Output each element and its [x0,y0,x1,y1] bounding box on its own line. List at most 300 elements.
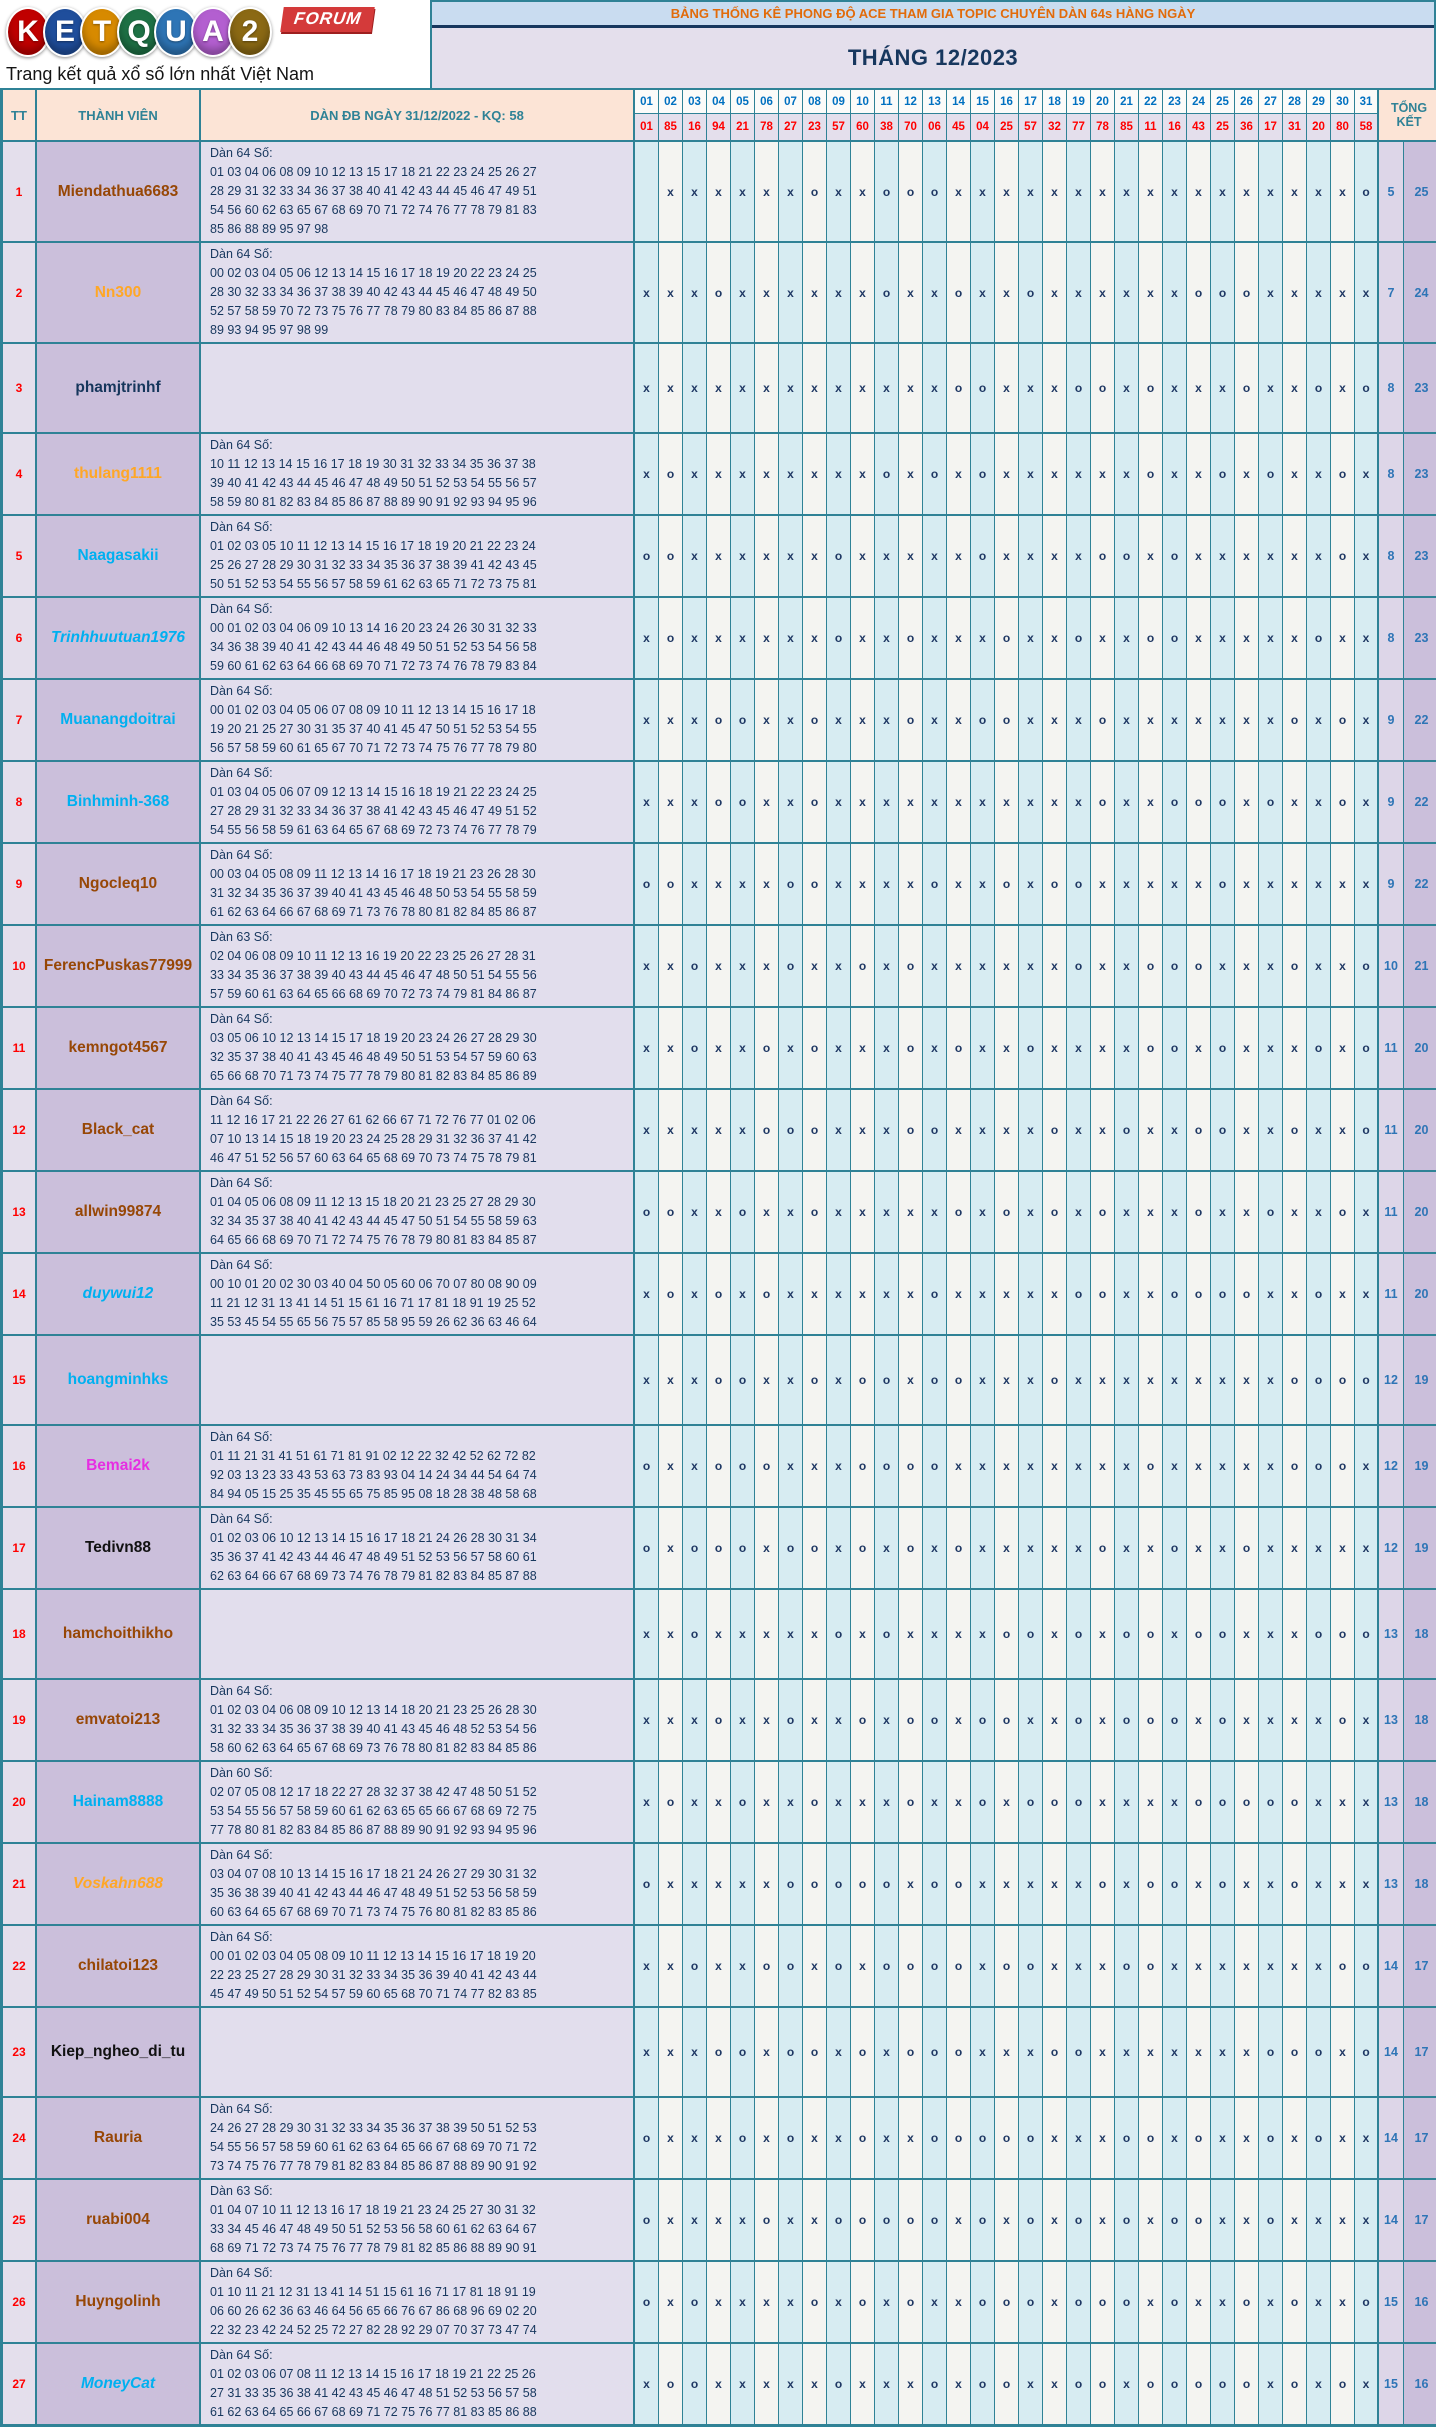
day-mark-cell: o [947,1844,971,1924]
day-mark-cell: x [659,344,683,432]
day-mark-cell: o [755,1426,779,1506]
day-mark-cell: o [635,1426,659,1506]
member-name[interactable]: ruabi004 [37,2180,201,2260]
day-mark-cell: x [1283,1008,1307,1088]
day-mark-cell: o [803,1008,827,1088]
member-name[interactable]: Miendathua6683 [37,142,201,241]
day-mark-cell: x [1355,243,1379,342]
dan-numbers-line: 01 02 03 06 10 12 13 14 15 16 17 18 21 24 26 28 30 31 34 [210,1531,537,1545]
day-mark-cell: o [803,1844,827,1924]
day-mark-cell: o [1331,1172,1355,1252]
member-name[interactable]: kemngot4567 [37,1008,201,1088]
day-mark-cell: o [899,680,923,760]
day-mark-cell: o [875,1336,899,1424]
day-mark-cell: x [1235,680,1259,760]
day-mark-cell: o [1163,2344,1187,2424]
day-mark-cell: x [779,516,803,596]
member-row [3,2006,1433,2096]
day-mark-cell: o [971,2262,995,2342]
total-miss-count: 15 [1379,2344,1404,2424]
day-mark-cell: o [947,1508,971,1588]
row-number: 21 [3,1844,37,1924]
day-mark-cell: x [875,1508,899,1588]
day-mark-cell: x [659,2008,683,2096]
day-mark-cell: x [1067,2098,1091,2178]
day-mark-cell: x [1091,1090,1115,1170]
day-mark-cell: o [971,344,995,432]
day-mark-cell: o [1115,2180,1139,2260]
day-mark-cell: x [803,1254,827,1334]
day-mark-cell: x [659,680,683,760]
member-name[interactable]: Voskahn688 [37,1844,201,1924]
day-mark-cell: x [779,2262,803,2342]
day-mark-cell: x [1091,1926,1115,2006]
day-mark-cell: x [947,926,971,1006]
day-mark-cell: x [947,680,971,760]
day-mark-cell: x [1019,1426,1043,1506]
day-mark-cell: x [803,2098,827,2178]
day-mark-cell: o [923,2008,947,2096]
day-mark-cell: x [1187,344,1211,432]
day-mark-cell: o [1139,2098,1163,2178]
day-mark-cell: o [659,2344,683,2424]
day-mark-cell: x [1019,2008,1043,2096]
member-row [3,2342,1433,2424]
member-name[interactable]: Huyngolinh [37,2262,201,2342]
total-hit-count: 18 [1404,1680,1436,1760]
day-mark-cell: x [1043,680,1067,760]
day-mark-cell: o [827,2180,851,2260]
day-mark-cell: o [1091,516,1115,596]
day-mark-cell: o [1163,1844,1187,1924]
dan-numbers-line: 57 59 60 61 63 64 65 66 68 69 70 72 73 74 79 81 84 86 87 [210,987,537,1001]
total-miss-count: 7 [1379,243,1404,342]
day-mark-cell: o [923,1680,947,1760]
day-mark-cell: o [1115,2098,1139,2178]
day-header: 01 [635,90,659,114]
day-mark-cell: o [827,1926,851,2006]
table-title-block [430,0,1436,88]
day-mark-cell: x [1115,344,1139,432]
day-mark-cell: x [707,598,731,678]
day-mark-cell: x [1259,1254,1283,1334]
day-mark-cell: x [1067,1008,1091,1088]
day-mark-cell: o [923,434,947,514]
day-mark-cell: x [1067,762,1091,842]
day-mark-cell: o [803,1336,827,1424]
site-logo[interactable] [0,0,430,88]
day-mark-cell: x [1211,142,1235,241]
day-mark-cell: x [659,1926,683,2006]
total-hit-count: 24 [1404,243,1436,342]
row-number: 19 [3,1680,37,1760]
day-mark-cell: o [1283,926,1307,1006]
day-mark-cell: o [875,243,899,342]
day-mark-cell: x [803,1590,827,1678]
day-mark-cell: x [875,598,899,678]
day-mark-cell: x [875,2344,899,2424]
day-mark-cell: x [1307,2180,1331,2260]
day-header: 15 [971,90,995,114]
day-mark-cell: x [635,2008,659,2096]
dan-label: Dàn 64 Số: [210,1258,273,1272]
day-mark-cell: o [923,1426,947,1506]
day-mark-cell: x [755,762,779,842]
day-mark-cell: x [1043,344,1067,432]
day-mark-cell: x [1139,2008,1163,2096]
day-mark-cell: x [1067,1090,1091,1170]
day-mark-cell: o [899,142,923,241]
day-mark-cell: o [731,2008,755,2096]
day-mark-cell: o [1067,844,1091,924]
day-mark-cell: x [635,762,659,842]
day-mark-cell: o [851,1680,875,1760]
day-mark-cell: x [827,1336,851,1424]
day-mark-cell: o [803,2008,827,2096]
day-mark-cell: x [1139,1762,1163,1842]
day-mark-cell: x [1211,344,1235,432]
member-name[interactable]: MoneyCat [37,2344,201,2424]
day-header: 17 [1019,90,1043,114]
day-mark-cell: o [995,1680,1019,1760]
day-mark-cell: x [995,1254,1019,1334]
day-result-value: 60 [851,114,875,140]
day-mark-cell: x [1043,516,1067,596]
day-mark-cell: x [1283,434,1307,514]
day-mark-cell: x [1259,680,1283,760]
member-name[interactable]: Rauria [37,2098,201,2178]
day-mark-cell: o [635,1844,659,1924]
day-header: 09 [827,90,851,114]
day-mark-cell: x [707,1090,731,1170]
day-mark-cell: x [1019,142,1043,241]
day-mark-cell: o [1283,2344,1307,2424]
day-mark-cell: x [827,1680,851,1760]
day-mark-cell: o [1163,2180,1187,2260]
day-result-value: 21 [731,114,755,140]
day-mark-cell: x [707,142,731,241]
day-mark-cell: x [1043,1508,1067,1588]
dan-label: Dàn 64 Số: [210,1012,273,1026]
member-name[interactable]: Hainam8888 [37,1762,201,1842]
day-mark-cell: x [1283,844,1307,924]
day-mark-cell: x [1283,1508,1307,1588]
day-mark-cell: x [1115,762,1139,842]
member-name[interactable]: chilatoi123 [37,1926,201,2006]
member-name[interactable]: Tedivn88 [37,1508,201,1588]
member-row [3,1760,1433,1842]
day-mark-cell: x [1355,1172,1379,1252]
day-mark-cell: x [1211,2262,1235,2342]
member-row [3,140,1433,241]
member-name[interactable]: Binhminh-368 [37,762,201,842]
member-row [3,924,1433,1006]
day-mark-cell: x [635,2344,659,2424]
day-mark-cell: x [1187,1008,1211,1088]
dan-numbers-line: 28 30 32 33 34 36 37 38 39 40 42 43 44 45 46 47 48 49 50 [210,285,537,299]
day-mark-cell: x [947,1090,971,1170]
member-name[interactable]: Bemai2k [37,1426,201,1506]
row-number: 20 [3,1762,37,1842]
day-mark-cell: x [899,243,923,342]
member-name[interactable]: Nn300 [37,243,201,342]
day-mark-cell: x [1259,243,1283,342]
row-number: 12 [3,1090,37,1170]
day-mark-cell: o [635,1508,659,1588]
day-mark-cell: o [875,1844,899,1924]
day-mark-cell: o [707,1336,731,1424]
day-mark-cell: x [683,516,707,596]
row-number: 5 [3,516,37,596]
day-mark-cell: x [1139,516,1163,596]
day-mark-cell: x [851,1926,875,2006]
day-mark-cell: x [1259,1008,1283,1088]
day-mark-cell: o [779,1090,803,1170]
row-number: 27 [3,2344,37,2424]
day-mark-cell: o [923,844,947,924]
day-mark-cell: o [971,680,995,760]
logo-letter: Q [117,7,161,57]
day-mark-cell: x [1115,1508,1139,1588]
day-mark-cell: x [947,2344,971,2424]
member-name[interactable]: FerencPuskas77999 [37,926,201,1006]
dan-label: Dàn 64 Số: [210,848,273,862]
day-mark-cell: x [659,1008,683,1088]
day-mark-cell: x [1067,1844,1091,1924]
day-mark-cell: o [779,1926,803,2006]
day-mark-cell: x [923,344,947,432]
day-mark-cell: o [947,2008,971,2096]
dan-numbers-line: 01 04 05 06 08 09 11 12 13 15 18 20 21 23 25 27 28 29 30 [210,1195,536,1209]
day-mark-cell: x [1187,598,1211,678]
day-mark-cell: o [995,2098,1019,2178]
total-hit-count: 22 [1404,680,1436,760]
day-mark-cell: x [827,926,851,1006]
day-mark-cell: o [1307,598,1331,678]
day-mark-cell: x [1043,2180,1067,2260]
day-mark-cell: o [1259,2008,1283,2096]
day-mark-cell: x [1259,1926,1283,2006]
day-mark-cell: x [1163,142,1187,241]
row-number: 8 [3,762,37,842]
day-mark-cell: o [995,598,1019,678]
day-mark-cell: x [731,142,755,241]
day-header: 28 [1283,90,1307,114]
row-number: 7 [3,680,37,760]
dan-numbers-line: 73 74 75 76 77 78 79 81 82 83 84 85 86 87 88 89 90 91 92 [210,2159,537,2173]
member-name[interactable]: allwin99874 [37,1172,201,1252]
day-mark-cell: x [1307,2262,1331,2342]
total-hit-count: 20 [1404,1008,1436,1088]
dan-numbers-line: 01 03 04 06 08 09 10 12 13 15 17 18 21 22 23 24 25 26 27 [210,165,537,179]
member-name[interactable]: Kiep_ngheo_di_tu [37,2008,201,2096]
member-name[interactable]: Trinhhuutuan1976 [37,598,201,678]
day-header: 29 [1307,90,1331,114]
day-mark-cell: x [1043,2098,1067,2178]
day-mark-cell: o [995,1590,1019,1678]
day-mark-cell: x [1067,142,1091,241]
day-mark-cell: o [1139,434,1163,514]
member-row [3,596,1433,678]
day-mark-cell: x [1307,2344,1331,2424]
day-mark-cell: o [1235,243,1259,342]
month-title: THÁNG 12/2023 [847,45,1019,70]
day-mark-cell: x [1019,1336,1043,1424]
day-mark-cell: x [683,762,707,842]
row-number: 10 [3,926,37,1006]
day-header: 10 [851,90,875,114]
day-header: 12 [899,90,923,114]
day-mark-cell: x [1235,1090,1259,1170]
day-mark-cell: x [851,598,875,678]
day-mark-cell: x [1091,1336,1115,1424]
dan-numbers-line: 34 36 38 39 40 41 42 43 44 46 48 49 50 51 52 53 54 56 58 [210,640,537,654]
day-mark-cell: x [1019,762,1043,842]
day-mark-cell: o [1331,1680,1355,1760]
day-mark-cell: x [971,1508,995,1588]
day-mark-cell: x [995,434,1019,514]
day-mark-cell: o [875,2180,899,2260]
member-name[interactable]: Muanangdoitrai [37,680,201,760]
day-result-value: 77 [1067,114,1091,140]
day-mark-cell: x [899,762,923,842]
day-mark-cell: o [1331,2344,1355,2424]
day-mark-cell: o [1139,1844,1163,1924]
day-mark-cell: o [995,844,1019,924]
total-miss-count: 11 [1379,1172,1404,1252]
day-mark-cell: x [899,1590,923,1678]
day-mark-cell: o [1163,516,1187,596]
dan-numbers-line: 01 04 07 10 11 12 13 16 17 18 19 21 23 24 25 27 30 31 32 [210,2203,536,2217]
day-mark-cell: x [1163,680,1187,760]
day-mark-cell: x [659,1426,683,1506]
day-mark-cell: x [659,243,683,342]
day-result-value: 20 [1307,114,1331,140]
day-mark-cell: x [755,844,779,924]
dan-numbers-line: 33 34 35 36 37 38 39 40 43 44 45 46 47 48 50 51 54 55 56 [210,968,537,982]
day-mark-cell: o [1163,762,1187,842]
member-name[interactable]: emvatoi213 [37,1680,201,1760]
dan-numbers-line: 01 03 04 05 06 07 09 12 13 14 15 16 18 19 21 22 23 24 25 [210,785,537,799]
day-mark-cell: x [1259,844,1283,924]
day-mark-cell: o [1019,1762,1043,1842]
total-hit-count: 17 [1404,2098,1436,2178]
dan-numbers-line: 01 02 03 06 07 08 11 12 13 14 15 16 17 18 19 21 22 25 26 [210,2367,536,2381]
day-mark-cell: o [1091,1508,1115,1588]
day-mark-cell: o [707,1508,731,1588]
day-mark-cell: o [1187,762,1211,842]
day-mark-cell: x [899,434,923,514]
day-mark-cell: o [1235,1254,1259,1334]
day-mark-cell: o [803,1508,827,1588]
site-tagline: Trang kết quả xổ số lớn nhất Việt Nam [6,64,314,84]
dan-label: Dàn 64 Số: [210,1512,273,1526]
member-name[interactable]: Black_cat [37,1090,201,1170]
day-mark-cell: o [779,2098,803,2178]
day-mark-cell: x [851,516,875,596]
day-mark-cell: x [1307,243,1331,342]
day-mark-cell: x [659,1508,683,1588]
day-mark-cell: x [947,516,971,596]
day-mark-cell: o [899,1008,923,1088]
day-mark-cell: x [851,2344,875,2424]
day-mark-cell: o [1067,2180,1091,2260]
day-mark-cell: x [779,762,803,842]
day-mark-cell: x [851,1762,875,1842]
day-mark-cell: x [635,1680,659,1760]
day-mark-cell: x [923,516,947,596]
col-header-tt: TT [3,90,37,140]
dan-numbers-line: 92 03 13 23 33 43 53 63 73 83 93 04 14 24 34 44 54 64 74 [210,1468,537,1482]
day-mark-cell: o [1331,1926,1355,2006]
total-miss-count: 13 [1379,1762,1404,1842]
total-hit-count: 17 [1404,1926,1436,2006]
day-mark-cell: x [1355,1508,1379,1588]
row-number: 23 [3,2008,37,2096]
day-mark-cell: x [1187,1426,1211,1506]
day-mark-cell: x [1331,1254,1355,1334]
day-mark-cell: x [995,1844,1019,1924]
dan-numbers-line: 22 23 25 27 28 29 30 31 32 33 34 35 36 39 40 41 42 43 44 [210,1968,537,1982]
total-hit-count: 23 [1404,344,1436,432]
total-miss-count: 8 [1379,598,1404,678]
day-mark-cell: o [1067,1590,1091,1678]
dan-numbers-line: 35 53 45 54 55 65 56 75 57 85 58 95 59 26 62 36 63 46 64 [210,1315,537,1329]
day-mark-cell: x [1091,2008,1115,2096]
member-name[interactable]: hamchoithikho [37,1590,201,1678]
member-name[interactable]: thulang1111 [37,434,201,514]
day-mark-cell: o [1187,926,1211,1006]
dan-numbers-line: 31 32 33 34 35 36 37 38 39 40 41 43 45 46 48 52 53 54 56 [210,1722,537,1736]
day-mark-cell: o [1307,2098,1331,2178]
day-mark-cell: o [1283,1762,1307,1842]
member-name[interactable]: Ngocleq10 [37,844,201,924]
dan-numbers-block [201,434,635,514]
dan-numbers-line: 01 10 11 21 12 31 13 41 14 51 15 61 16 71 17 81 18 91 19 [210,2285,536,2299]
day-mark-cell: o [1283,1426,1307,1506]
member-name[interactable]: hoangminhks [37,1336,201,1424]
day-mark-cell: x [803,516,827,596]
day-mark-cell: x [1355,598,1379,678]
member-row [3,1424,1433,1506]
day-mark-cell: x [1331,926,1355,1006]
day-mark-cell: o [1043,2008,1067,2096]
day-mark-cell: x [779,1254,803,1334]
day-mark-cell: o [1307,1254,1331,1334]
day-mark-cell: x [635,243,659,342]
day-mark-cell: x [1259,1426,1283,1506]
day-mark-cell: x [779,344,803,432]
day-mark-cell: x [1331,844,1355,924]
day-mark-cell: x [1163,1172,1187,1252]
member-name[interactable]: Naagasakii [37,516,201,596]
day-mark-cell: x [1139,1336,1163,1424]
day-mark-cell: x [635,1926,659,2006]
day-mark-cell: x [803,2180,827,2260]
day-mark-cell: o [1355,1590,1379,1678]
member-name[interactable]: phamjtrinhf [37,344,201,432]
member-name[interactable]: duywui12 [37,1254,201,1334]
day-mark-cell: x [683,2098,707,2178]
day-mark-cell [635,142,659,241]
row-number: 22 [3,1926,37,2006]
member-row [3,842,1433,924]
day-result-value: 36 [1235,114,1259,140]
day-mark-cell: x [755,2262,779,2342]
day-mark-cell: x [1115,142,1139,241]
total-miss-count: 13 [1379,1590,1404,1678]
day-mark-cell: o [851,1844,875,1924]
